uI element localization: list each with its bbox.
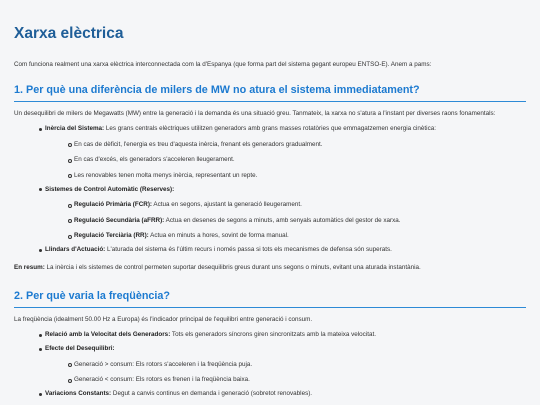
- list-item: [45, 246, 526, 254]
- sub-item-label: Regulació Terciària (RR):: [74, 232, 149, 239]
- item-text: Tots els generadors síncrons giren sincronitzats amb la mateixa velocitat.: [170, 331, 376, 338]
- list-item: [45, 345, 526, 384]
- sub-list-item: Generació > consum: Els rotors s'acceleren i la freqüència puja.: [74, 361, 526, 369]
- section-heading: 1. Per què una diferència de milers de MW no atura el sistema immediatament?: [14, 83, 526, 102]
- page-title: Xarxa elèctrica: [14, 25, 124, 42]
- section-inertia: [14, 83, 526, 272]
- sub-list-item: [74, 201, 526, 209]
- bullet-list: [14, 331, 526, 398]
- sub-list: [45, 361, 526, 385]
- item-text: L'aturada del sistema és l'últim recurs i només passa si tots els mecanismes de defensa són superats.: [105, 246, 392, 253]
- sub-item-label: Regulació Secundària (aFRR):: [74, 216, 165, 224]
- item-label: Relació amb la Velocitat dels Generadors:: [45, 331, 171, 338]
- sub-list-item: En cas d'excés, els generadors s'acceleren lleugerament.: [74, 156, 526, 164]
- list-item: [45, 390, 526, 398]
- item-text: Les grans centrals elèctriques utilitzen generadors amb grans masses rotatòries que emmagatzemen energia cinètica:: [104, 125, 436, 132]
- section-heading: 2. Per què varia la freqüència?: [14, 289, 526, 308]
- item-label: Llindars d'Actuació:: [45, 246, 106, 253]
- sub-list-item: Les renovables tenen molta menys inèrcia, representant un repte.: [74, 172, 526, 180]
- summary-paragraph: [14, 263, 526, 272]
- sub-list: [45, 201, 526, 240]
- sub-item-label: Regulació Primària (FCR):: [74, 201, 153, 208]
- intro-paragraph: Com funciona realment una xarxa elèctrica interconnectada com la d'Espanya (que forma part del sistema gegant europeu ENTSO-E). Anem a pams:: [14, 61, 432, 68]
- sub-list-item: Generació < consum: Els rotors es frenen i la freqüència baixa.: [74, 376, 526, 384]
- list-item: [45, 186, 526, 241]
- item-text: Degut a canvis continus en demanda i generació (sobretot renovables).: [111, 390, 313, 397]
- list-item: [45, 331, 526, 339]
- list-item: [45, 125, 526, 180]
- sub-item-text: Actua en desenes de segons a minuts, amb senyals automàtics del gestor de xarxa.: [164, 216, 401, 224]
- section-lead: La freqüència (idealment 50.00 Hz a Europa) és l'indicador principal de l'equilibri entre generació i consum.: [14, 316, 313, 323]
- sub-list-item: [74, 217, 526, 225]
- item-label: Inèrcia del Sistema:: [45, 125, 105, 132]
- sub-item-text: Actua en minuts a hores, sovint de forma manual.: [148, 232, 289, 239]
- sub-item-text: Actua en segons, ajustant la generació lleugerament.: [152, 201, 302, 208]
- summary-text: La inèrcia i els sistemes de control permeten suportar desequilibris greus durant uns segons o minuts, evitant una aturada instantània.: [44, 264, 421, 271]
- sub-list-item: [74, 232, 526, 240]
- summary-label: En resum:: [14, 264, 45, 271]
- item-label: Variacions Constants:: [45, 390, 112, 397]
- section-frequency: [14, 289, 526, 398]
- item-label: Sistemes de Control Automàtic (Reserves):: [45, 185, 175, 193]
- section-lead: Un desequilibri de milers de Megawatts (MW) entre la generació i la demanda és una situació greu. Tanmateix, la xarxa no s'atura a l'instant per diverses raons fonamentals:: [14, 110, 496, 117]
- bullet-list: [14, 125, 526, 254]
- sub-list-item: En cas de dèficit, l'energia es treu d'aquesta inèrcia, frenant els generadors gradualment.: [74, 141, 526, 149]
- sub-list: [45, 141, 526, 180]
- item-label: Efecte del Desequilibri:: [45, 345, 115, 352]
